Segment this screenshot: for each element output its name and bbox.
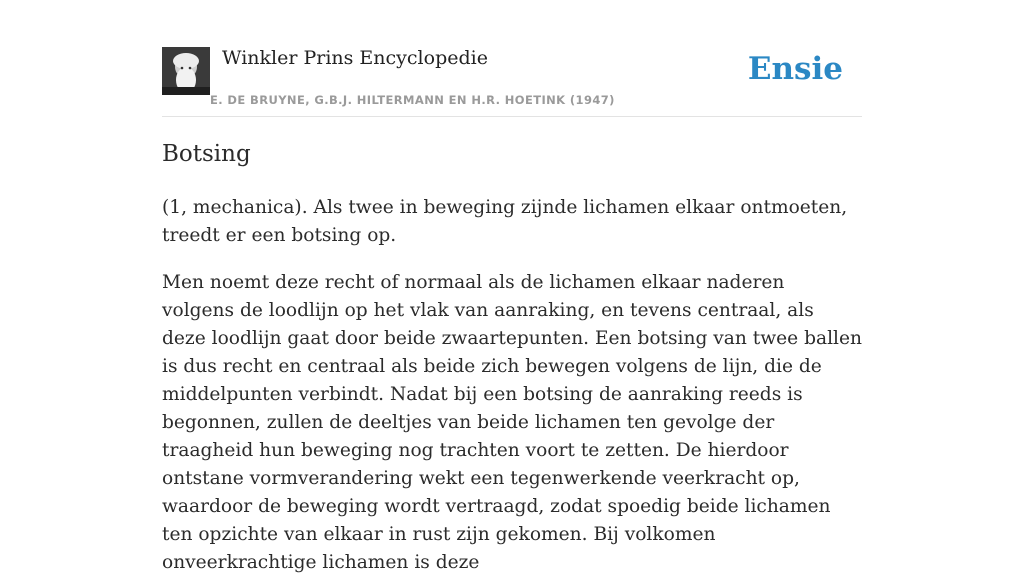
- article-paragraph-2: Men noemt deze recht of normaal als de lichamen elkaar naderen volgens de loodlijn op het vlak van aanraking, en tevens centraal, als deze loodlijn gaat door beide zwaartepunten. Een botsing van twee ballen is dus recht en centraal als beide zich bewegen volgens de lijn, die de middelpunten verbindt. Nadat bij een botsing de aanraking reeds is begonnen, zullen de deeltjes van beide lichamen ten gevolge der traagheid hun beweging nog trachten voort te zetten. De hierdoor ontstane vormverandering wekt een tegenwerkende veerkracht op, waardoor de beweging wordt vertraagd, zodat spoedig beide lichamen ten opzichte van elkaar in rust zijn gekomen. Bij volkomen onveerkrachtige lichamen is deze: [162, 272, 862, 573]
- authors-line: E. DE BRUYNE, G.B.J. HILTERMANN EN H.R. HOETINK (1947): [210, 93, 615, 107]
- portrait-icon: [162, 47, 210, 95]
- site-title[interactable]: Winkler Prins Encyclopedie: [222, 47, 488, 69]
- brand-logo-link[interactable]: Ensie: [747, 51, 843, 87]
- author-avatar: [162, 47, 210, 95]
- article-paragraph-1: (1, mechanica). Als twee in beweging zijnde lichamen elkaar ontmoeten, treedt er een botsing op.: [162, 197, 848, 246]
- article: [162, 116, 862, 577]
- article-title: Botsing: [162, 141, 251, 167]
- site-header: [162, 0, 862, 117]
